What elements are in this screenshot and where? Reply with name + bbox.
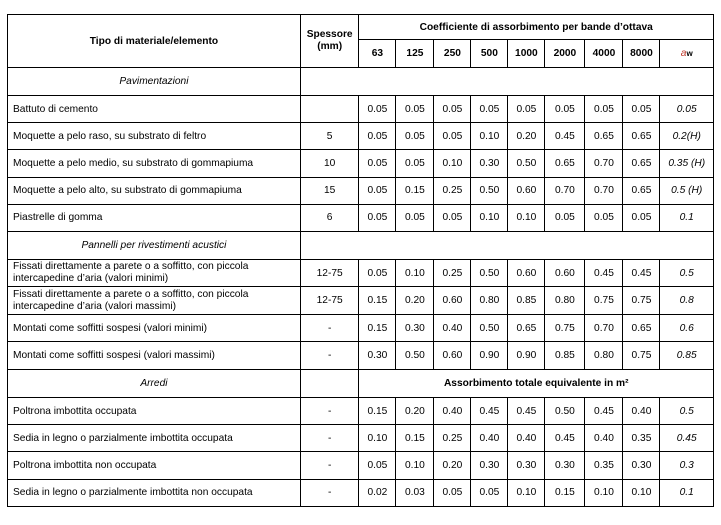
coefficient-cell: 0.45	[623, 259, 660, 287]
section-row	[8, 231, 714, 259]
coefficient-cell: 0.20	[508, 123, 545, 150]
coefficient-cell: 0.10	[508, 479, 545, 506]
coefficient-cell: 0.05	[396, 150, 434, 177]
band-8000: 8000	[623, 40, 660, 68]
table-row	[8, 204, 714, 231]
coefficient-cell: 0.10	[396, 259, 434, 287]
coefficient-cell: 0.65	[623, 123, 660, 150]
band-aw	[660, 40, 714, 68]
coefficient-cell: 0.05	[359, 96, 396, 123]
aw-symbol: a	[680, 48, 687, 59]
coefficient-cell: 0.45	[585, 397, 623, 424]
material-name: Fissati direttamente a parete o a soffitto, con piccola intercapedine d’aria (valori massimi)	[8, 287, 301, 315]
header-material: Tipo di materiale/elemento	[8, 15, 301, 68]
coefficient-cell: 0.75	[623, 342, 660, 370]
coefficient-cell: 0.85	[545, 342, 585, 370]
band-63: 63	[359, 40, 396, 68]
coefficient-cell: 0.75	[545, 314, 585, 342]
band-500: 500	[471, 40, 508, 68]
coefficient-cell: 0.40	[434, 397, 471, 424]
coefficient-cell: 0.05	[359, 123, 396, 150]
table-row	[8, 452, 714, 479]
coefficient-cell: 0.05	[471, 479, 508, 506]
thickness-cell: 15	[300, 177, 359, 204]
material-name: Moquette a pelo medio, su substrato di gommapiuma	[8, 150, 301, 177]
coefficient-cell: 0.45	[508, 397, 545, 424]
coefficient-cell: 0.20	[396, 397, 434, 424]
coefficient-cell: 0.60	[434, 342, 471, 370]
aw-cell: 0.3	[660, 452, 714, 479]
coefficient-cell: 0.50	[396, 342, 434, 370]
table-row	[8, 479, 714, 506]
thickness-cell: -	[300, 314, 359, 342]
section-empty-cell	[300, 231, 713, 259]
coefficient-cell: 0.20	[396, 287, 434, 315]
coefficient-cell: 0.05	[396, 123, 434, 150]
coefficient-cell: 0.10	[471, 204, 508, 231]
coefficient-cell: 0.60	[508, 259, 545, 287]
aw-subscript: w	[686, 49, 693, 58]
coefficient-cell: 0.35	[623, 425, 660, 452]
absorption-table	[7, 14, 714, 507]
coefficient-cell: 0.50	[471, 259, 508, 287]
coefficient-cell: 0.10	[585, 479, 623, 506]
band-2000: 2000	[545, 40, 585, 68]
coefficient-cell: 0.40	[434, 314, 471, 342]
material-name: Poltrona imbottita occupata	[8, 397, 301, 424]
coefficient-cell: 0.05	[623, 204, 660, 231]
aw-cell: 0.1	[660, 479, 714, 506]
coefficient-cell: 0.30	[396, 314, 434, 342]
coefficient-cell: 0.05	[545, 204, 585, 231]
coefficient-cell: 0.30	[359, 342, 396, 370]
coefficient-cell: 0.65	[545, 150, 585, 177]
table-row	[8, 259, 714, 287]
material-name: Sedia in legno o parzialmente imbottita occupata	[8, 425, 301, 452]
coefficient-cell: 0.05	[434, 123, 471, 150]
coefficient-cell: 0.30	[623, 452, 660, 479]
coefficient-cell: 0.05	[508, 96, 545, 123]
section-pannelli: Pannelli per rivestimenti acustici	[8, 231, 301, 259]
coefficient-cell: 0.15	[396, 177, 434, 204]
coefficient-cell: 0.80	[471, 287, 508, 315]
thickness-cell: -	[300, 342, 359, 370]
section-arredi-header: Assorbimento totale equivalente in m²	[359, 369, 714, 397]
coefficient-cell: 0.75	[585, 287, 623, 315]
coefficient-cell: 0.70	[585, 150, 623, 177]
coefficient-cell: 0.50	[471, 314, 508, 342]
coefficient-cell: 0.90	[508, 342, 545, 370]
section-empty-cell	[300, 369, 359, 397]
coefficient-cell: 0.10	[508, 204, 545, 231]
table-row	[8, 123, 714, 150]
table-row	[8, 425, 714, 452]
aw-cell: 0.8	[660, 287, 714, 315]
section-row	[8, 68, 714, 96]
band-250: 250	[434, 40, 471, 68]
aw-cell: 0.6	[660, 314, 714, 342]
coefficient-cell: 0.05	[585, 96, 623, 123]
thickness-cell: 5	[300, 123, 359, 150]
band-1000: 1000	[508, 40, 545, 68]
coefficient-cell: 0.70	[545, 177, 585, 204]
thickness-cell: -	[300, 397, 359, 424]
coefficient-cell: 0.30	[471, 452, 508, 479]
coefficient-cell: 0.05	[359, 452, 396, 479]
thickness-cell: 6	[300, 204, 359, 231]
thickness-cell: 12-75	[300, 287, 359, 315]
coefficient-cell: 0.25	[434, 177, 471, 204]
coefficient-cell: 0.40	[508, 425, 545, 452]
thickness-cell: -	[300, 452, 359, 479]
coefficient-cell: 0.25	[434, 425, 471, 452]
material-name: Fissati direttamente a parete o a soffitto, con piccola intercapedine d’aria (valori minimi)	[8, 259, 301, 287]
thickness-cell: -	[300, 425, 359, 452]
coefficient-cell: 0.05	[359, 177, 396, 204]
coefficient-cell: 0.65	[623, 150, 660, 177]
coefficient-cell: 0.50	[545, 397, 585, 424]
coefficient-cell: 0.60	[508, 177, 545, 204]
coefficient-cell: 0.85	[508, 287, 545, 315]
section-arredi: Arredi	[8, 369, 301, 397]
coefficient-cell: 0.02	[359, 479, 396, 506]
material-name: Montati come soffitti sospesi (valori massimi)	[8, 342, 301, 370]
coefficient-cell: 0.10	[471, 123, 508, 150]
coefficient-cell: 0.45	[545, 123, 585, 150]
coefficient-cell: 0.50	[508, 150, 545, 177]
thickness-cell: 10	[300, 150, 359, 177]
table-row	[8, 177, 714, 204]
coefficient-cell: 0.15	[545, 479, 585, 506]
coefficient-cell: 0.10	[623, 479, 660, 506]
table-row	[8, 96, 714, 123]
thickness-cell: 12-75	[300, 259, 359, 287]
coefficient-cell: 0.70	[585, 314, 623, 342]
aw-cell: 0.1	[660, 204, 714, 231]
coefficient-cell: 0.15	[359, 397, 396, 424]
aw-cell: 0.05	[660, 96, 714, 123]
table-row	[8, 287, 714, 315]
header-coefficient-group: Coefficiente di assorbimento per bande d’ottava	[359, 15, 714, 40]
aw-cell: 0.2(H)	[660, 123, 714, 150]
coefficient-cell: 0.65	[623, 314, 660, 342]
coefficient-cell: 0.05	[359, 150, 396, 177]
coefficient-cell: 0.40	[585, 425, 623, 452]
material-name: Sedia in legno o parzialmente imbottita non occupata	[8, 479, 301, 506]
coefficient-cell: 0.05	[585, 204, 623, 231]
material-name: Moquette a pelo alto, su substrato di gommapiuma	[8, 177, 301, 204]
coefficient-cell: 0.10	[396, 452, 434, 479]
coefficient-cell: 0.35	[585, 452, 623, 479]
thickness-cell: -	[300, 479, 359, 506]
coefficient-cell: 0.05	[545, 96, 585, 123]
coefficient-cell: 0.65	[623, 177, 660, 204]
coefficient-cell: 0.15	[396, 425, 434, 452]
coefficient-cell: 0.05	[434, 204, 471, 231]
coefficient-cell: 0.50	[471, 177, 508, 204]
coefficient-cell: 0.05	[471, 96, 508, 123]
section-row	[8, 369, 714, 397]
coefficient-cell: 0.10	[434, 150, 471, 177]
coefficient-cell: 0.45	[471, 397, 508, 424]
aw-cell: 0.35 (H)	[660, 150, 714, 177]
section-empty-cell	[300, 68, 713, 96]
section-pavimentazioni: Pavimentazioni	[8, 68, 301, 96]
coefficient-cell: 0.40	[471, 425, 508, 452]
coefficient-cell: 0.65	[585, 123, 623, 150]
coefficient-cell: 0.05	[434, 96, 471, 123]
header-thickness: Spessore (mm)	[300, 15, 359, 68]
table-row	[8, 342, 714, 370]
material-name: Piastrelle di gomma	[8, 204, 301, 231]
coefficient-cell: 0.05	[359, 204, 396, 231]
coefficient-cell: 0.15	[359, 287, 396, 315]
aw-cell: 0.5 (H)	[660, 177, 714, 204]
coefficient-cell: 0.60	[545, 259, 585, 287]
coefficient-cell: 0.03	[396, 479, 434, 506]
coefficient-cell: 0.75	[623, 287, 660, 315]
material-name: Montati come soffitti sospesi (valori minimi)	[8, 314, 301, 342]
table-row	[8, 397, 714, 424]
aw-cell: 0.5	[660, 259, 714, 287]
coefficient-cell: 0.05	[623, 96, 660, 123]
table-row	[8, 150, 714, 177]
band-4000: 4000	[585, 40, 623, 68]
coefficient-cell: 0.70	[585, 177, 623, 204]
aw-cell: 0.85	[660, 342, 714, 370]
coefficient-cell: 0.45	[585, 259, 623, 287]
coefficient-cell: 0.30	[545, 452, 585, 479]
thickness-cell	[300, 96, 359, 123]
coefficient-cell: 0.10	[359, 425, 396, 452]
coefficient-cell: 0.30	[471, 150, 508, 177]
coefficient-cell: 0.05	[359, 259, 396, 287]
aw-cell: 0.45	[660, 425, 714, 452]
coefficient-cell: 0.40	[623, 397, 660, 424]
coefficient-cell: 0.80	[585, 342, 623, 370]
coefficient-cell: 0.80	[545, 287, 585, 315]
coefficient-cell: 0.25	[434, 259, 471, 287]
coefficient-cell: 0.30	[508, 452, 545, 479]
table-row	[8, 314, 714, 342]
aw-cell: 0.5	[660, 397, 714, 424]
coefficient-cell: 0.90	[471, 342, 508, 370]
material-name: Poltrona imbottita non occupata	[8, 452, 301, 479]
coefficient-cell: 0.45	[545, 425, 585, 452]
coefficient-cell: 0.05	[396, 96, 434, 123]
coefficient-cell: 0.60	[434, 287, 471, 315]
material-name: Moquette a pelo raso, su substrato di feltro	[8, 123, 301, 150]
coefficient-cell: 0.15	[359, 314, 396, 342]
coefficient-cell: 0.65	[508, 314, 545, 342]
coefficient-cell: 0.20	[434, 452, 471, 479]
band-125: 125	[396, 40, 434, 68]
material-name: Battuto di cemento	[8, 96, 301, 123]
coefficient-cell: 0.05	[396, 204, 434, 231]
coefficient-cell: 0.05	[434, 479, 471, 506]
